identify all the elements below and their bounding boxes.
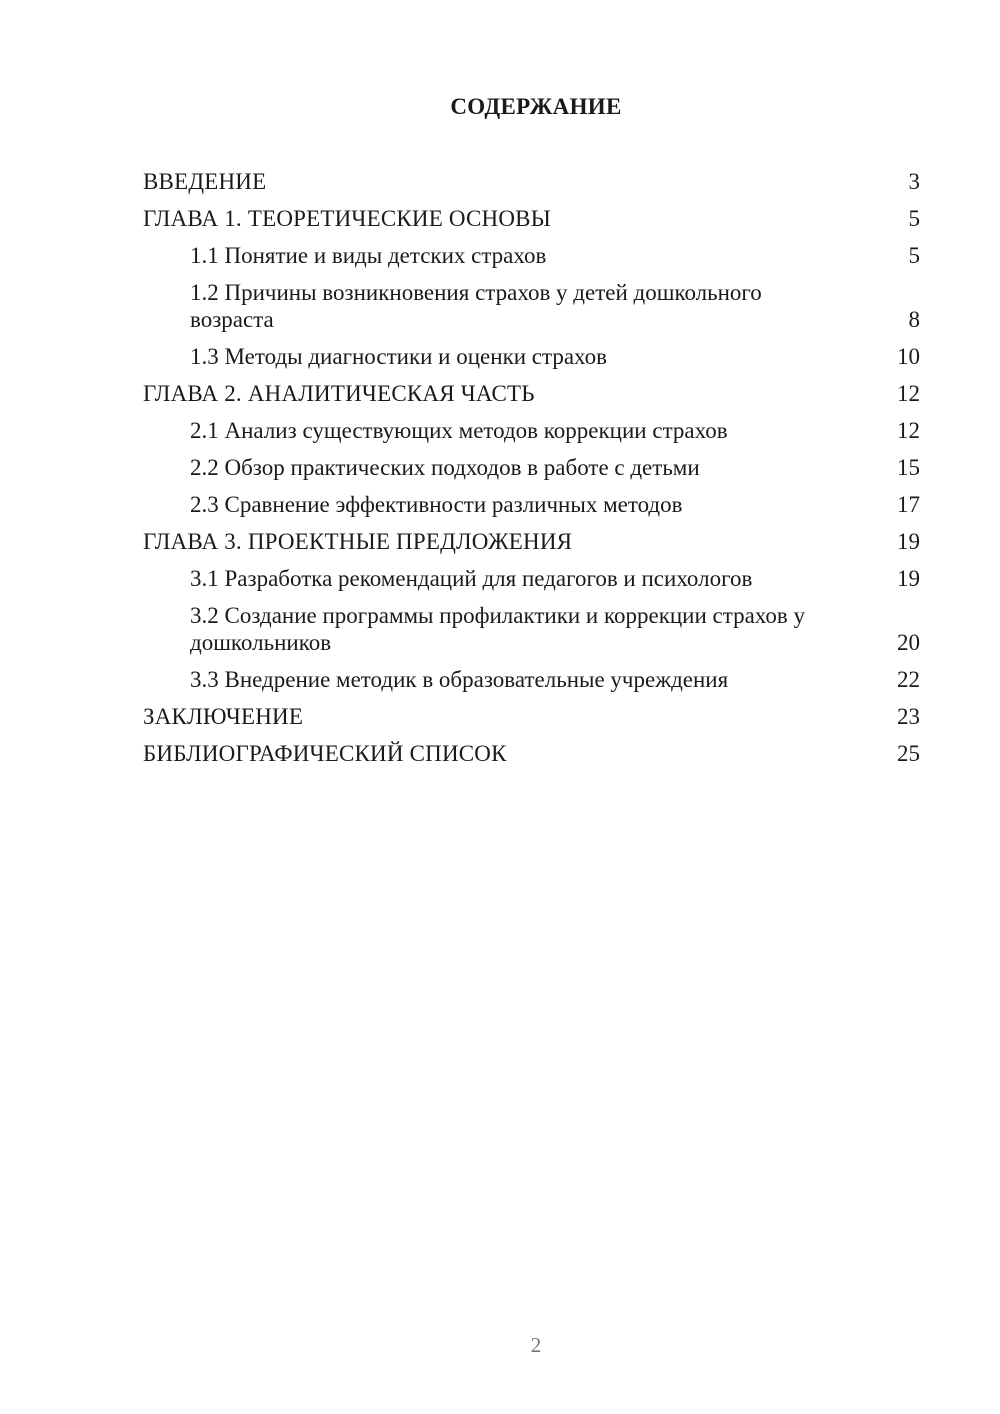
- table-of-contents: [143, 168, 920, 777]
- toc-entry-page: 17: [897, 492, 920, 517]
- toc-entry-label: ЗАКЛЮЧЕНИЕ: [143, 704, 304, 729]
- toc-entry-section-2-1[interactable]: [143, 417, 920, 444]
- toc-entry-section-1-1[interactable]: [143, 242, 920, 269]
- toc-entry-page: 8: [908, 307, 920, 332]
- toc-entry-section-2-2[interactable]: [143, 454, 920, 481]
- toc-entry-section-3-2[interactable]: [143, 602, 920, 656]
- toc-entry-label: 2.3 Сравнение эффективности различных методов: [190, 492, 683, 517]
- toc-entry-bibliography[interactable]: [143, 740, 920, 767]
- toc-entry-chapter-3[interactable]: [143, 528, 920, 555]
- toc-entry-chapter-2[interactable]: [143, 380, 920, 407]
- toc-entry-page: 10: [897, 344, 920, 369]
- toc-entry-label: 3.1 Разработка рекомендаций для педагогов и психологов: [190, 566, 753, 591]
- toc-entry-label: ГЛАВА 3. ПРОЕКТНЫЕ ПРЕДЛОЖЕНИЯ: [143, 529, 573, 554]
- toc-title: СОДЕРЖАНИЕ: [450, 94, 622, 119]
- toc-entry-label: ГЛАВА 1. ТЕОРЕТИЧЕСКИЕ ОСНОВЫ: [143, 206, 551, 231]
- toc-entry-label: ВВЕДЕНИЕ: [143, 169, 267, 194]
- toc-entry-label: 2.2 Обзор практических подходов в работе с детьми: [190, 455, 700, 480]
- toc-entry-page: 5: [908, 243, 920, 268]
- toc-entry-page: 25: [897, 741, 920, 766]
- toc-entry-section-1-2[interactable]: [143, 279, 920, 333]
- toc-entry-label: 3.2 Создание программы профилактики и коррекции страхов у дошкольников: [190, 603, 806, 655]
- toc-entry-page: 5: [908, 206, 920, 231]
- toc-entry-page: 15: [897, 455, 920, 480]
- toc-entry-label: 3.3 Внедрение методик в образовательные учреждения: [190, 667, 729, 692]
- toc-entry-section-1-3[interactable]: [143, 343, 920, 370]
- toc-entry-page: 19: [897, 529, 920, 554]
- toc-entry-page: 23: [897, 704, 920, 729]
- toc-entry-label: БИБЛИОГРАФИЧЕСКИЙ СПИСОК: [143, 741, 507, 766]
- toc-entry-label: 1.1 Понятие и виды детских страхов: [190, 243, 547, 268]
- toc-entry-page: 12: [897, 418, 920, 443]
- toc-entry-label: 2.1 Анализ существующих методов коррекции страхов: [190, 418, 728, 443]
- toc-entry-label: 1.3 Методы диагностики и оценки страхов: [190, 344, 608, 369]
- toc-entry-page: 20: [897, 630, 920, 655]
- toc-entry-chapter-1[interactable]: [143, 205, 920, 232]
- toc-entry-label: ГЛАВА 2. АНАЛИТИЧЕСКАЯ ЧАСТЬ: [143, 381, 535, 406]
- page-number: 2: [530, 1333, 542, 1357]
- toc-entry-section-3-3[interactable]: [143, 666, 920, 693]
- toc-entry-conclusion[interactable]: [143, 703, 920, 730]
- toc-entry-section-3-1[interactable]: [143, 565, 920, 592]
- toc-entry-page: 19: [897, 566, 920, 591]
- toc-entry-page: 12: [897, 381, 920, 406]
- toc-entry-page: 22: [897, 667, 920, 692]
- toc-entry-introduction[interactable]: [143, 168, 920, 195]
- toc-entry-page: 3: [908, 169, 920, 194]
- toc-entry-label: 1.2 Причины возникновения страхов у детей дошкольного возраста: [190, 280, 762, 332]
- toc-entry-section-2-3[interactable]: [143, 491, 920, 518]
